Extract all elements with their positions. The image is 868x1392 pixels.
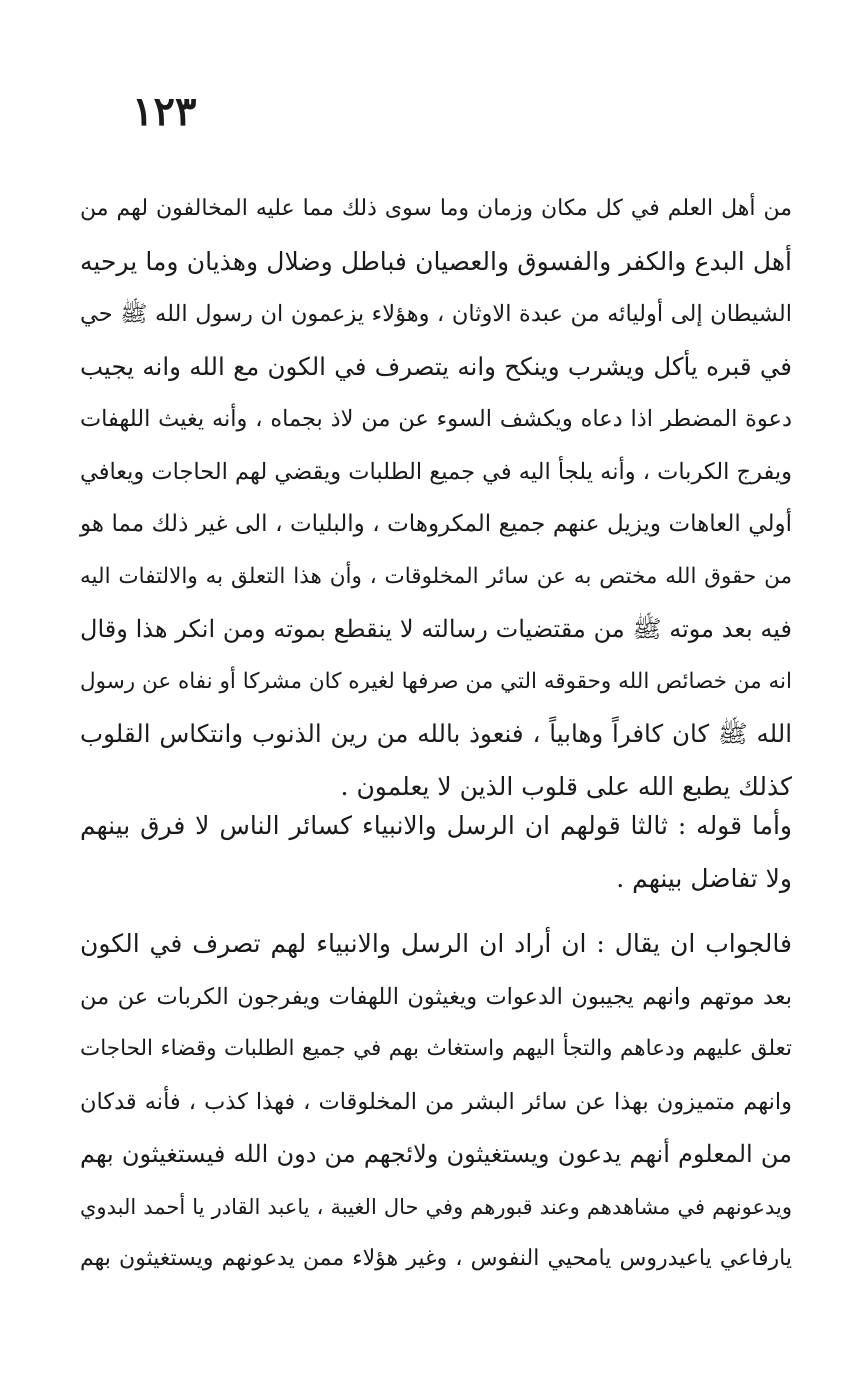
text-line: وأما قوله : ثالثا قولهم ان الرسل والانبياء كسائر الناس لا فرق بينهم: [80, 811, 792, 840]
text-line: من المعلوم أنهم يدعون ويستغيثون ولائجهم من دون الله فيستغيثون بهم: [80, 1140, 792, 1168]
text-line: من حقوق الله مختص به عن سائر المخلوقات ، وأن هذا التعلق به والالتفات اليه: [80, 563, 792, 589]
page-number: ١٢٣: [132, 88, 197, 135]
text-line: ولا تفاضل بينهم .: [616, 863, 792, 893]
text-line: في قبره يأكل ويشرب وينكح وانه يتصرف في الكون مع الله وانه يجيب: [80, 351, 792, 381]
paragraph-1: [80, 183, 792, 813]
text-line: انه من خصائص الله وحقوقه التي من صرفها لغيره كان مشركا أو نفاه عن رسول: [80, 668, 792, 694]
text-line: ويفرج الكربات ، وأنه يلجأ اليه في جميع الطلبات ويقضي لهم الحاجات ويعافي: [79, 458, 792, 485]
text-line: فيه بعد موته ﷺ من مقتضيات رسالته لا ينقطع بموته ومن انكر هذا وقال: [80, 615, 792, 643]
text-line: بعد موتهم وانهم يجيبون الدعوات ويغيثون اللهفات ويفرجون الكربات عن من: [80, 983, 792, 1010]
text-line: ويدعونهم في مشاهدهم وعند قبورهم وفي حال الغيبة ، ياعبد القادر يا أحمد البدوي: [80, 1194, 792, 1219]
text-line: أولي العاهات ويزيل عنهم جميع المكروهات ، والبليات ، الى غير ذلك مما هو: [80, 511, 792, 537]
text-line: وانهم متميزون بهذا عن سائر البشر من المخلوقات ، فهذا كذب ، فأنه قدكان: [80, 1088, 792, 1115]
text-line: من أهل العلم في كل مكان وزمان وما سوى ذلك مما عليه المخالفون لهم من: [80, 196, 792, 221]
text-line: أهل البدع والكفر والفسوق والعصيان فباطل وضلال وهذيان وما يرحيه: [80, 246, 792, 276]
text-line: يارفاعي ياعيدروس يامحيي النفوس ، وغير هؤلاء ممن يدعونهم ويستغيثون بهم: [80, 1246, 792, 1271]
text-line: تعلق عليهم ودعاهم والتجأ اليهم واستغاث بهم في جميع الطلبات وقضاء الحاجات: [80, 1036, 792, 1061]
text-line: كذلك يطبع الله على قلوب الذين لا يعلمون .: [340, 771, 792, 801]
text-line: الله ﷺ كان كافراً وهابياً ، فنعوذ بالله من رين الذنوب وانتكاس القلوب: [80, 719, 792, 748]
text-line: دعوة المضطر اذا دعاه ويكشف السوء عن من لاذ بجماه ، وأنه يغيث اللهفات: [80, 406, 792, 432]
text-line: فالجواب ان يقال : ان أراد ان الرسل والانبياء لهم تصرف في الكون: [80, 929, 792, 958]
paragraph-2: [80, 800, 792, 905]
paragraph-3: [80, 918, 792, 1286]
text-line: الشيطان إلى أوليائه من عبدة الاوثان ، وهؤلاء يزعمون ان رسول الله ﷺ حي: [80, 301, 792, 327]
